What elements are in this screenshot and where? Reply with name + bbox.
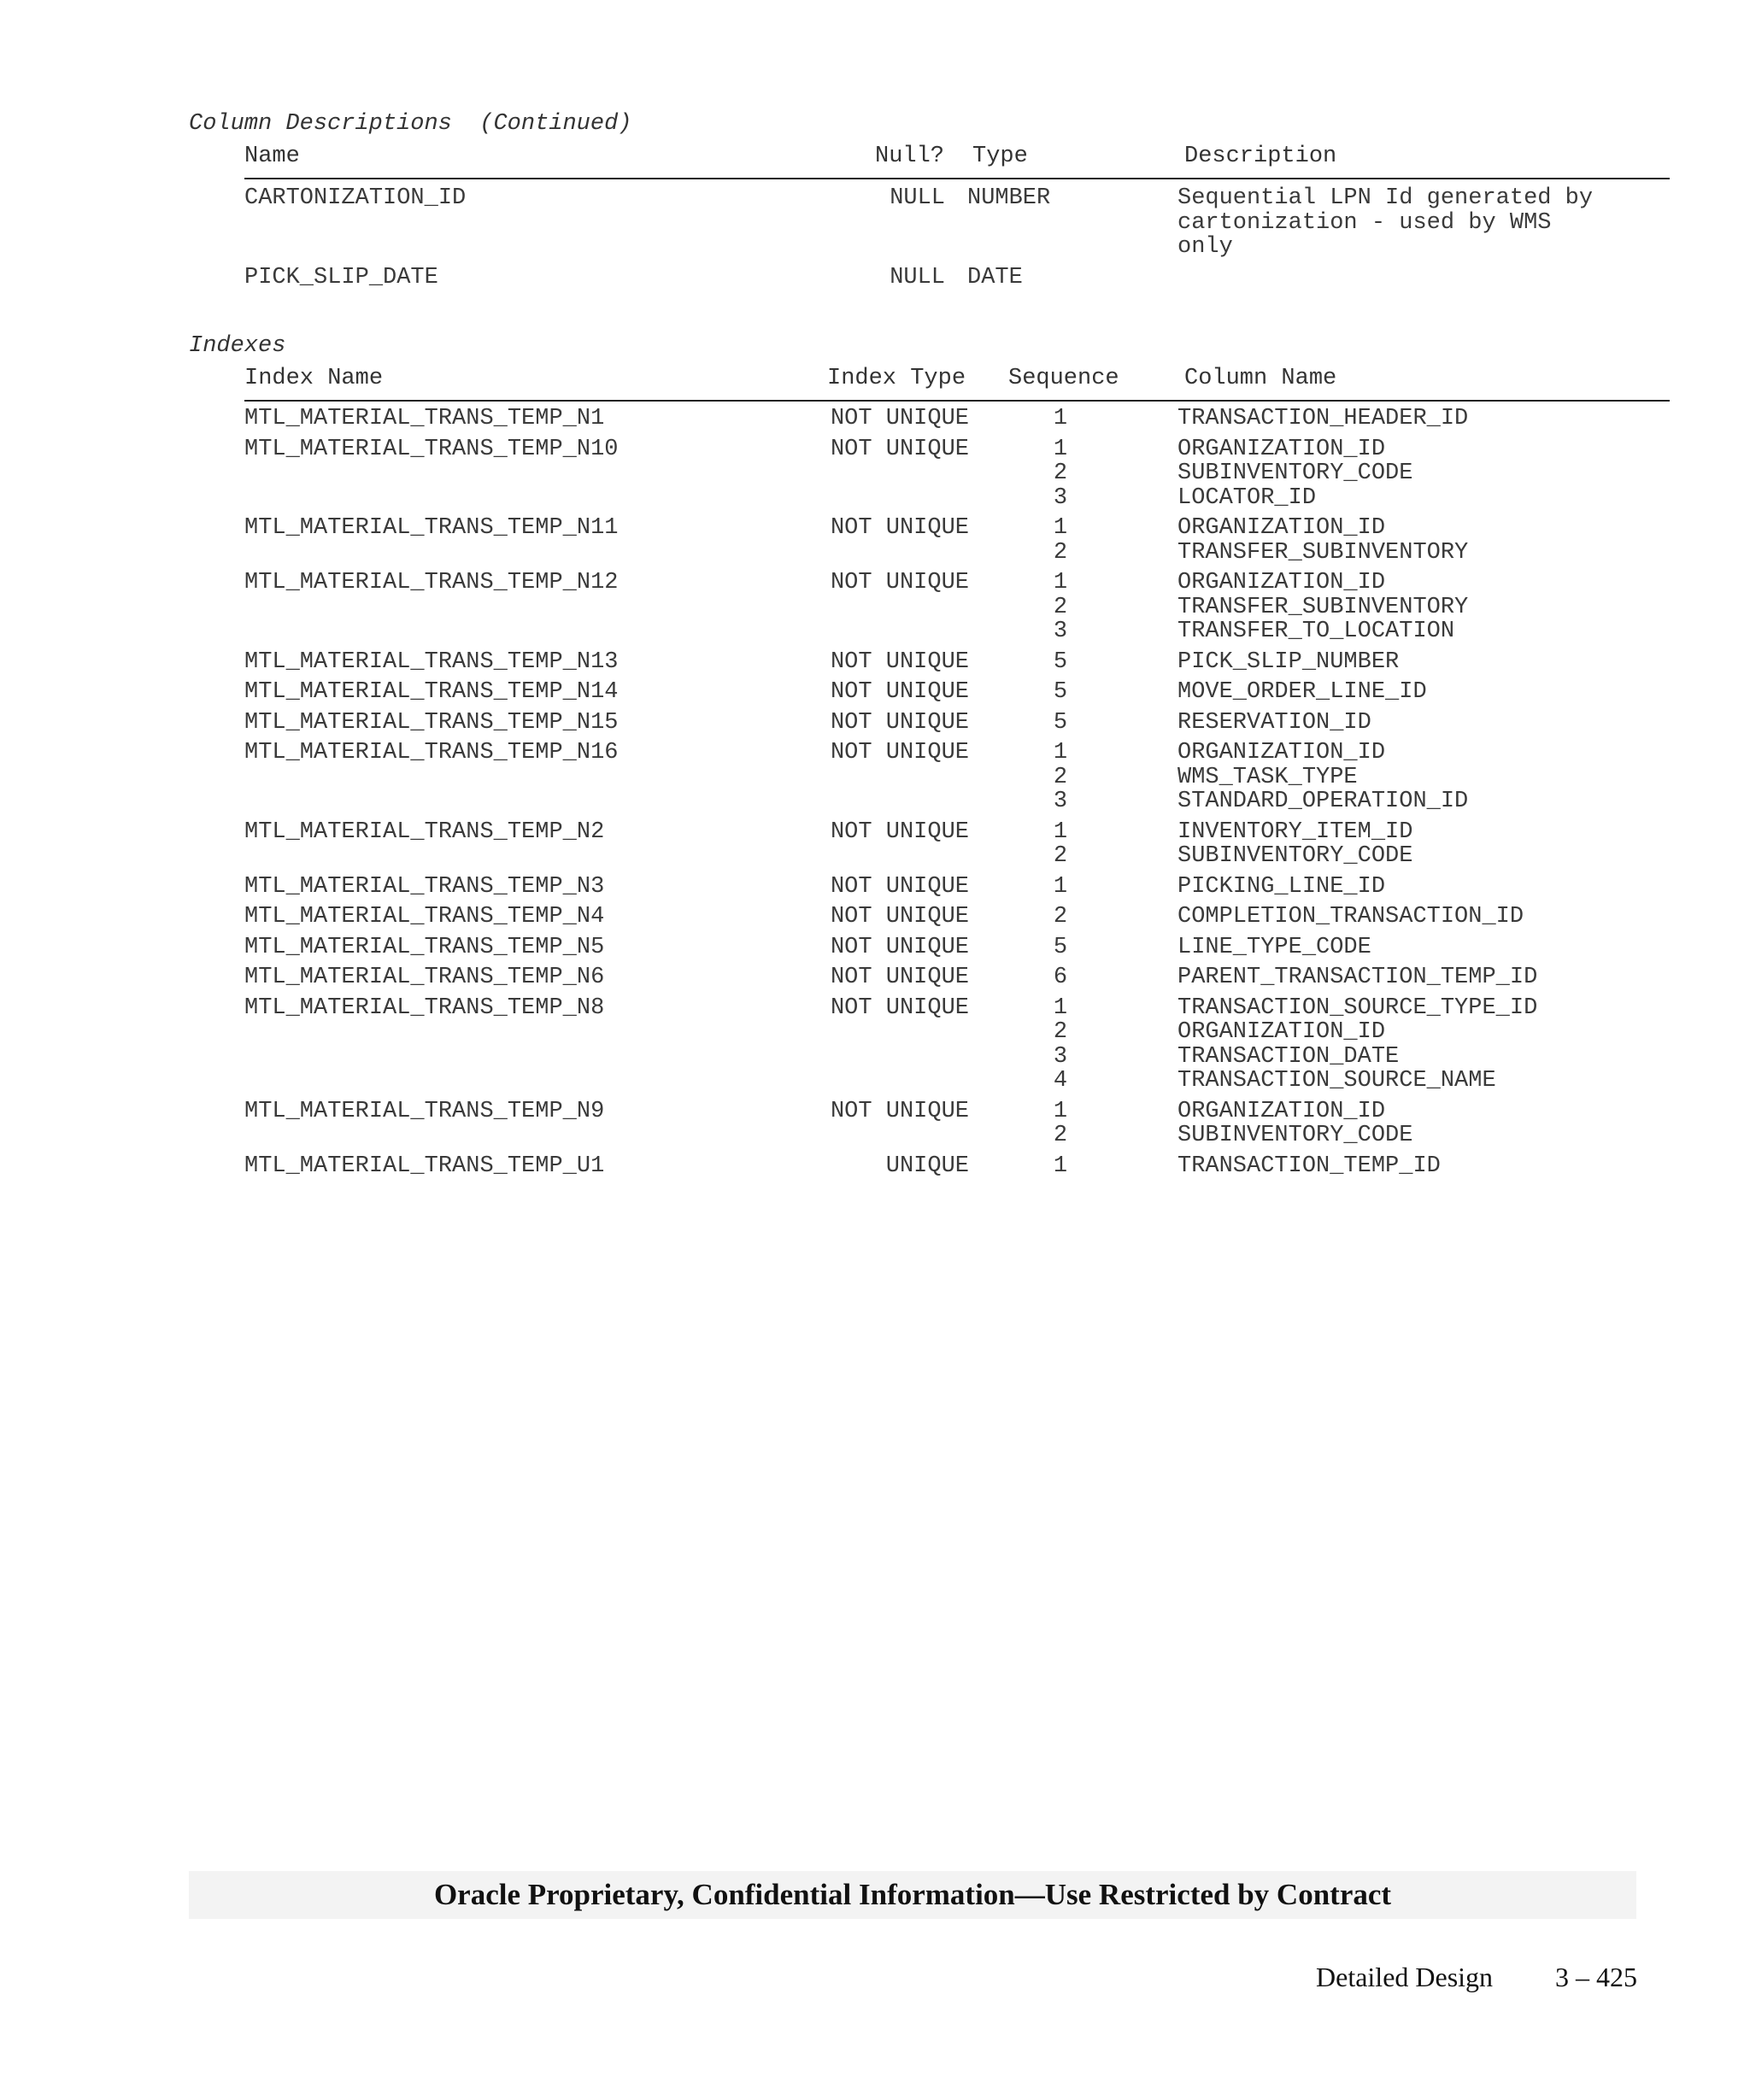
index-column-name: TRANSFER_TO_LOCATION <box>1177 619 1455 644</box>
index-sequence: 2 <box>1053 594 1068 620</box>
index-name: MTL_MATERIAL_TRANS_TEMP_N2 <box>244 818 605 845</box>
index-type: NOT UNIQUE <box>830 709 969 736</box>
index-column-name: ORGANIZATION_ID <box>1177 1098 1386 1124</box>
index-column-name: STANDARD_OPERATION_ID <box>1177 789 1469 814</box>
index-sequence: 5 <box>1053 679 1068 705</box>
index-name: MTL_MATERIAL_TRANS_TEMP_N5 <box>244 934 605 960</box>
index-sequence: 2 <box>1053 1019 1068 1045</box>
index-sequence: 1 <box>1053 436 1068 462</box>
column-null: NULL <box>890 264 945 290</box>
column-name: CARTONIZATION_ID <box>244 185 467 211</box>
index-column-name: TRANSACTION_HEADER_ID <box>1177 406 1469 431</box>
index-column-name: LINE_TYPE_CODE <box>1177 934 1371 960</box>
index-type: UNIQUE <box>885 1153 969 1179</box>
index-sequence: 1 <box>1053 818 1068 845</box>
index-column-name: PICKING_LINE_ID <box>1177 873 1386 900</box>
indexes-title: Indexes <box>189 333 286 359</box>
index-name: MTL_MATERIAL_TRANS_TEMP_N16 <box>244 740 619 766</box>
column-descriptions-label: Column Descriptions <box>189 111 452 137</box>
index-sequence: 2 <box>1053 764 1068 790</box>
column-description-line: Sequential LPN Id generated by <box>1177 185 1594 211</box>
index-name: MTL_MATERIAL_TRANS_TEMP_N13 <box>244 648 619 675</box>
index-column-name: TRANSACTION_SOURCE_NAME <box>1177 1068 1496 1094</box>
index-type: NOT UNIQUE <box>830 965 969 990</box>
index-column-name: ORGANIZATION_ID <box>1177 740 1386 766</box>
index-column-name: LOCATOR_ID <box>1177 484 1317 511</box>
index-sequence: 2 <box>1053 1123 1068 1148</box>
index-type: NOT UNIQUE <box>830 515 969 541</box>
index-sequence: 2 <box>1053 904 1068 930</box>
footer-section: Detailed Design <box>1316 1962 1494 1992</box>
header-description: Description <box>1184 144 1337 169</box>
header-sequence: Sequence <box>1008 366 1119 391</box>
index-column-name: ORGANIZATION_ID <box>1177 570 1386 595</box>
index-column-name: COMPLETION_TRANSACTION_ID <box>1177 904 1524 930</box>
confidential-text: Oracle Proprietary, Confidential Information––Use Restricted by Contract <box>433 1878 1392 1911</box>
index-column-name: RESERVATION_ID <box>1177 709 1371 736</box>
index-sequence: 1 <box>1053 570 1068 595</box>
header-null: Null? <box>875 144 945 169</box>
header-index-name: Index Name <box>244 366 384 391</box>
index-sequence: 5 <box>1053 648 1068 675</box>
index-column-name: ORGANIZATION_ID <box>1177 436 1386 462</box>
header-type: Type <box>972 144 1028 169</box>
header-column-name: Column Name <box>1184 366 1337 391</box>
header-index-type: Index Type <box>827 366 966 391</box>
index-sequence: 4 <box>1053 1068 1068 1094</box>
index-sequence: 1 <box>1053 406 1068 431</box>
index-sequence: 3 <box>1053 619 1068 644</box>
index-type: NOT UNIQUE <box>830 406 969 431</box>
index-sequence: 3 <box>1053 789 1068 814</box>
index-name: MTL_MATERIAL_TRANS_TEMP_N6 <box>244 965 605 990</box>
index-column-name: TRANSACTION_TEMP_ID <box>1177 1153 1441 1179</box>
index-name: MTL_MATERIAL_TRANS_TEMP_U1 <box>244 1153 605 1179</box>
index-sequence: 5 <box>1053 709 1068 736</box>
index-column-name: SUBINVENTORY_CODE <box>1177 1123 1413 1148</box>
index-type: NOT UNIQUE <box>830 873 969 900</box>
column-name: PICK_SLIP_DATE <box>244 264 438 290</box>
index-type: NOT UNIQUE <box>830 436 969 462</box>
index-sequence: 1 <box>1053 740 1068 766</box>
index-sequence: 1 <box>1053 1153 1068 1179</box>
column-type: NUMBER <box>967 185 1051 211</box>
index-name: MTL_MATERIAL_TRANS_TEMP_N1 <box>244 406 605 431</box>
index-sequence: 3 <box>1053 484 1068 511</box>
index-name: MTL_MATERIAL_TRANS_TEMP_N4 <box>244 904 605 930</box>
index-type: NOT UNIQUE <box>830 994 969 1021</box>
column-descriptions-title <box>189 111 632 137</box>
index-column-name: TRANSFER_SUBINVENTORY <box>1177 539 1469 566</box>
index-column-name: TRANSACTION_SOURCE_TYPE_ID <box>1177 994 1538 1021</box>
index-type: NOT UNIQUE <box>830 679 969 705</box>
column-type: DATE <box>967 264 1023 290</box>
index-name: MTL_MATERIAL_TRANS_TEMP_N3 <box>244 873 605 900</box>
index-column-name: INVENTORY_ITEM_ID <box>1177 818 1413 845</box>
index-sequence: 1 <box>1053 515 1068 541</box>
index-column-name: ORGANIZATION_ID <box>1177 515 1386 541</box>
index-type: NOT UNIQUE <box>830 648 969 675</box>
index-sequence: 2 <box>1053 539 1068 566</box>
index-column-name: TRANSFER_SUBINVENTORY <box>1177 594 1469 620</box>
continued-label: (Continued) <box>479 111 632 137</box>
index-type: NOT UNIQUE <box>830 1098 969 1124</box>
index-sequence: 3 <box>1053 1043 1068 1070</box>
index-sequence: 1 <box>1053 994 1068 1021</box>
index-column-name: TRANSACTION_DATE <box>1177 1043 1400 1070</box>
index-type: NOT UNIQUE <box>830 570 969 595</box>
column-description-line: cartonization - used by WMS <box>1177 209 1552 236</box>
index-column-name: PICK_SLIP_NUMBER <box>1177 648 1400 675</box>
index-column-name: MOVE_ORDER_LINE_ID <box>1177 679 1427 705</box>
index-column-name: SUBINVENTORY_CODE <box>1177 460 1413 486</box>
index-sequence: 1 <box>1053 873 1068 900</box>
column-descriptions-header <box>244 144 1670 179</box>
index-name: MTL_MATERIAL_TRANS_TEMP_N11 <box>244 515 619 541</box>
header-name: Name <box>244 144 300 169</box>
index-name: MTL_MATERIAL_TRANS_TEMP_N12 <box>244 570 619 595</box>
page-number: 3 – 425 <box>1555 1962 1637 1992</box>
confidential-banner <box>189 1871 1636 1919</box>
index-column-name: WMS_TASK_TYPE <box>1177 764 1358 790</box>
column-null: NULL <box>890 185 945 211</box>
index-name: MTL_MATERIAL_TRANS_TEMP_N14 <box>244 679 619 705</box>
column-description-line: only <box>1177 234 1233 260</box>
index-type: NOT UNIQUE <box>830 934 969 960</box>
indexes-header <box>244 366 1670 402</box>
index-type: NOT UNIQUE <box>830 904 969 930</box>
index-sequence: 2 <box>1053 460 1068 486</box>
index-name: MTL_MATERIAL_TRANS_TEMP_N15 <box>244 709 619 736</box>
index-type: NOT UNIQUE <box>830 818 969 845</box>
index-type: NOT UNIQUE <box>830 740 969 766</box>
index-sequence: 2 <box>1053 843 1068 869</box>
index-name: MTL_MATERIAL_TRANS_TEMP_N9 <box>244 1098 605 1124</box>
index-sequence: 6 <box>1053 965 1068 990</box>
index-column-name: PARENT_TRANSACTION_TEMP_ID <box>1177 965 1538 990</box>
index-sequence: 5 <box>1053 934 1068 960</box>
index-name: MTL_MATERIAL_TRANS_TEMP_N8 <box>244 994 605 1021</box>
index-name: MTL_MATERIAL_TRANS_TEMP_N10 <box>244 436 619 462</box>
index-column-name: ORGANIZATION_ID <box>1177 1019 1386 1045</box>
index-column-name: SUBINVENTORY_CODE <box>1177 843 1413 869</box>
index-sequence: 1 <box>1053 1098 1068 1124</box>
